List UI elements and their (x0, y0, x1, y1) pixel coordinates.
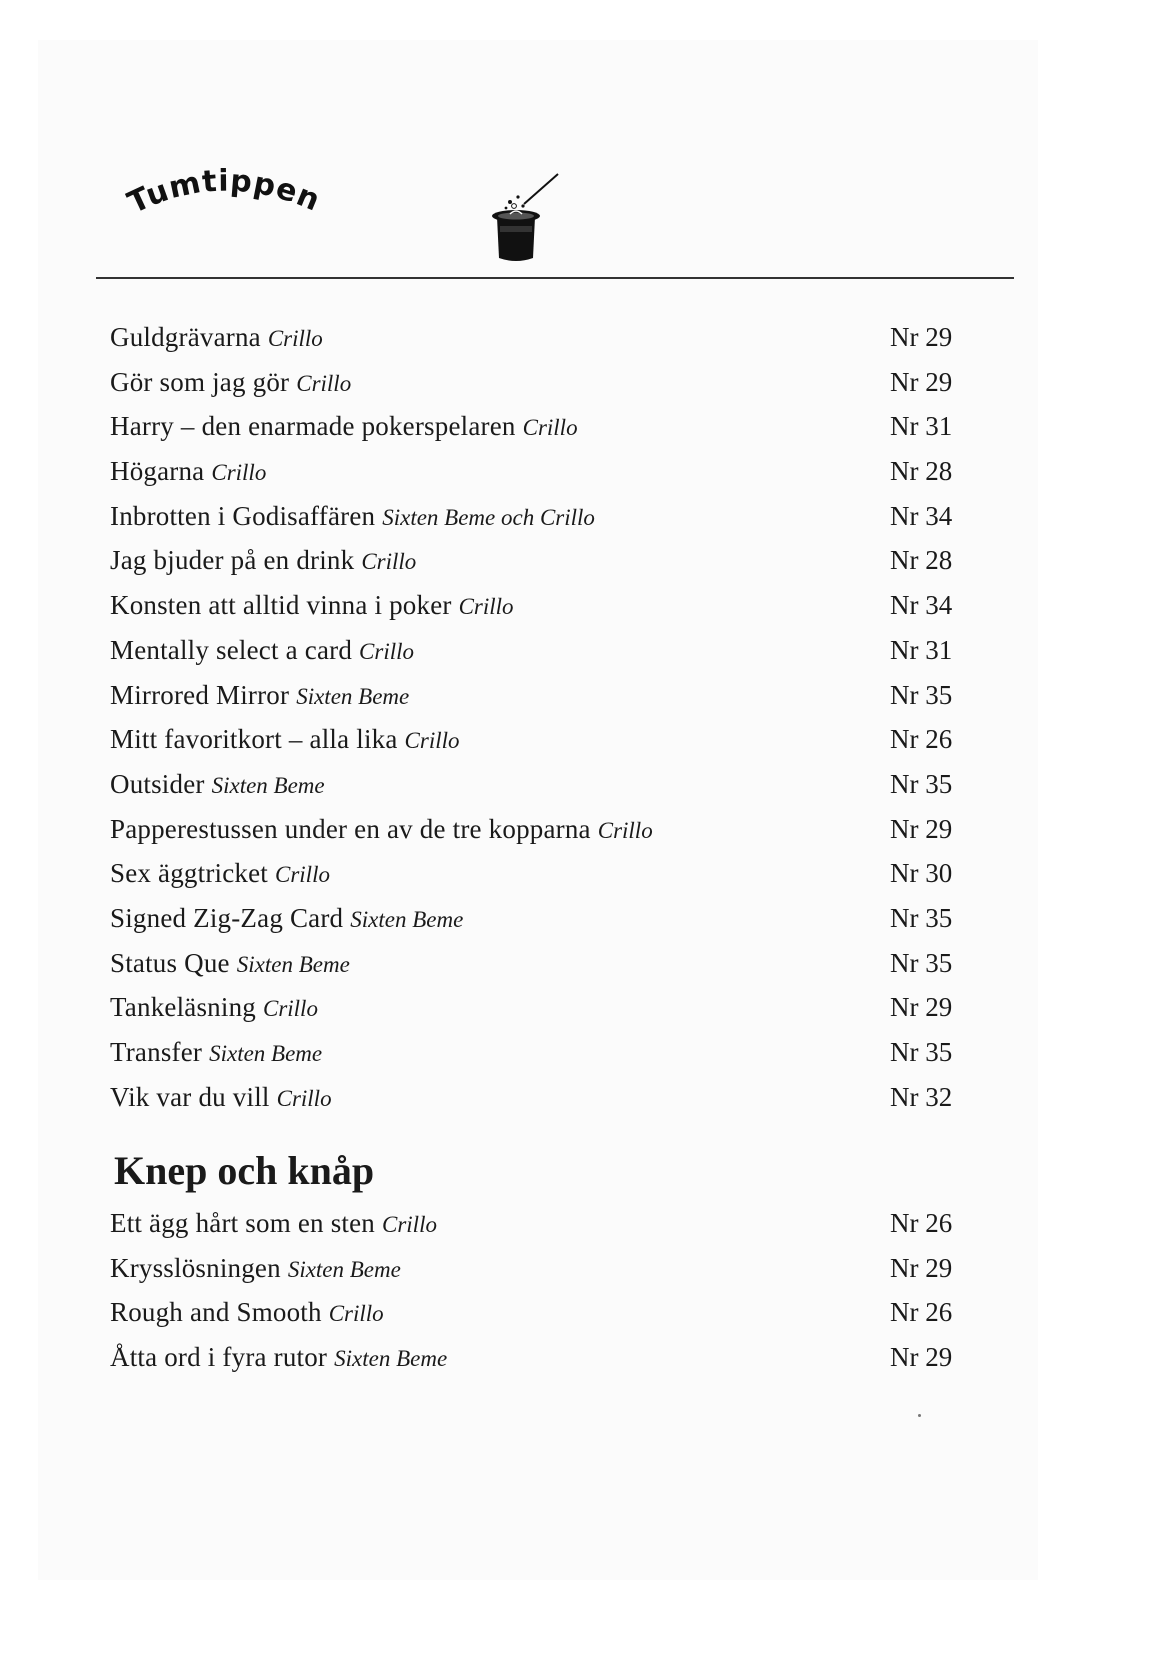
item-author: Crillo (267, 326, 323, 351)
item-issue-number: Nr 30 (890, 858, 953, 889)
list-item (110, 1335, 960, 1380)
item-title: Signed Zig-Zag Card (110, 902, 344, 933)
item-author: Crillo (328, 1301, 384, 1327)
item-title: Status Que (110, 947, 230, 978)
list-item (110, 717, 960, 762)
item-author: Sixten Beme (211, 772, 325, 798)
item-title: Högarna (110, 456, 205, 487)
list-item (110, 583, 960, 628)
article-list-knep-och-knap (110, 1201, 960, 1380)
list-item (110, 807, 960, 852)
item-author: Crillo (262, 996, 318, 1022)
list-item (110, 896, 960, 941)
item-title: Vik var du vill (110, 1081, 270, 1112)
article-list-tumtippen (110, 315, 960, 1119)
item-author: Crillo (522, 415, 578, 441)
tumtippen-logo (120, 168, 350, 248)
item-title: Tankeläsning (110, 992, 256, 1023)
item-issue-number: Nr 29 (890, 322, 953, 352)
item-author: Sixten Beme (236, 951, 350, 977)
item-title: Inbrotten i Godisaffären (110, 500, 376, 531)
item-title: Guldgrävarna (110, 322, 261, 352)
item-issue-number: Nr 31 (890, 411, 953, 442)
item-author: Sixten Beme (350, 906, 464, 932)
item-issue-number: Nr 35 (890, 768, 953, 799)
item-author: Crillo (361, 549, 417, 575)
item-author: Sixten Beme (287, 1256, 401, 1282)
list-item (110, 538, 960, 583)
list-item (110, 449, 960, 494)
item-title: Harry – den enarmade pokerspelaren (110, 411, 516, 442)
list-item (110, 628, 960, 673)
item-title: Sex äggtricket (110, 858, 268, 889)
item-issue-number: Nr 26 (890, 724, 953, 755)
item-issue-number: Nr 31 (890, 634, 953, 665)
logo-text: Tumtippen (122, 168, 326, 222)
item-issue-number: Nr 29 (890, 992, 953, 1023)
item-author: Crillo (359, 638, 415, 664)
item-author: Sixten Beme (296, 683, 410, 709)
item-title: Gör som jag gör (110, 366, 290, 397)
magic-hat-wand-icon (466, 170, 566, 270)
item-issue-number: Nr 34 (890, 590, 953, 621)
item-title: Jag bjuder på en drink (110, 545, 355, 576)
item-issue-number: Nr 29 (890, 1252, 953, 1283)
item-issue-number: Nr 35 (890, 679, 953, 710)
item-author: Crillo (597, 817, 653, 843)
item-issue-number: Nr 28 (890, 545, 953, 576)
item-issue-number: Nr 26 (890, 1297, 953, 1328)
item-title: Outsider (110, 768, 205, 799)
item-title: Ett ägg hårt som en sten (110, 1208, 375, 1238)
item-author: Sixten Beme (334, 1346, 448, 1372)
item-issue-number: Nr 34 (890, 500, 953, 531)
item-author: Sixten Beme (209, 1041, 323, 1066)
item-issue-number: Nr 35 (890, 902, 953, 933)
svg-text:Tumtippen (123, 168, 326, 221)
item-author: Crillo (275, 862, 330, 888)
list-item (110, 315, 960, 360)
list-item (110, 985, 960, 1030)
list-item (110, 360, 960, 405)
item-author: Crillo (211, 460, 267, 486)
item-author: Crillo (296, 370, 352, 396)
item-title: Papperestussen under en av de tre kopparna (110, 813, 591, 844)
item-issue-number: Nr 29 (890, 813, 953, 844)
item-author: Crillo (276, 1085, 332, 1111)
item-title: Rough and Smooth (110, 1297, 322, 1328)
item-author: Crillo (458, 594, 514, 620)
section-heading-knep-och-knap: Knep och knåp (114, 1148, 375, 1193)
item-issue-number: Nr 35 (890, 1037, 953, 1067)
header-divider (96, 277, 1014, 279)
item-issue-number: Nr 29 (890, 1342, 953, 1373)
list-item (110, 1246, 960, 1291)
item-title: Mitt favoritkort – alla lika (110, 724, 398, 755)
item-issue-number: Nr 29 (890, 366, 953, 397)
item-title: Transfer (110, 1037, 203, 1067)
item-issue-number: Nr 32 (890, 1081, 953, 1112)
list-item (110, 1030, 960, 1075)
list-item (110, 404, 960, 449)
item-author: Crillo (382, 1212, 437, 1237)
list-item (110, 851, 960, 896)
item-title: Konsten att alltid vinna i poker (110, 590, 452, 621)
item-issue-number: Nr 28 (890, 456, 953, 487)
list-item (110, 1075, 960, 1120)
item-title: Mentally select a card (110, 634, 353, 665)
list-item (110, 1201, 960, 1246)
list-item (110, 494, 960, 539)
item-author: Sixten Beme och Crillo (382, 504, 595, 530)
list-item (110, 673, 960, 718)
item-title: Mirrored Mirror (110, 679, 290, 710)
list-item (110, 762, 960, 807)
item-author: Crillo (404, 728, 460, 754)
tumtippen-logo-art (120, 168, 350, 248)
item-issue-number: Nr 26 (890, 1208, 953, 1238)
item-issue-number: Nr 35 (890, 947, 953, 978)
scan-speck (918, 1414, 921, 1417)
list-item (110, 1290, 960, 1335)
item-title: Åtta ord i fyra rutor (110, 1342, 328, 1373)
page-header (96, 160, 1012, 280)
item-title: Krysslösningen (110, 1252, 281, 1283)
list-item (110, 941, 960, 986)
